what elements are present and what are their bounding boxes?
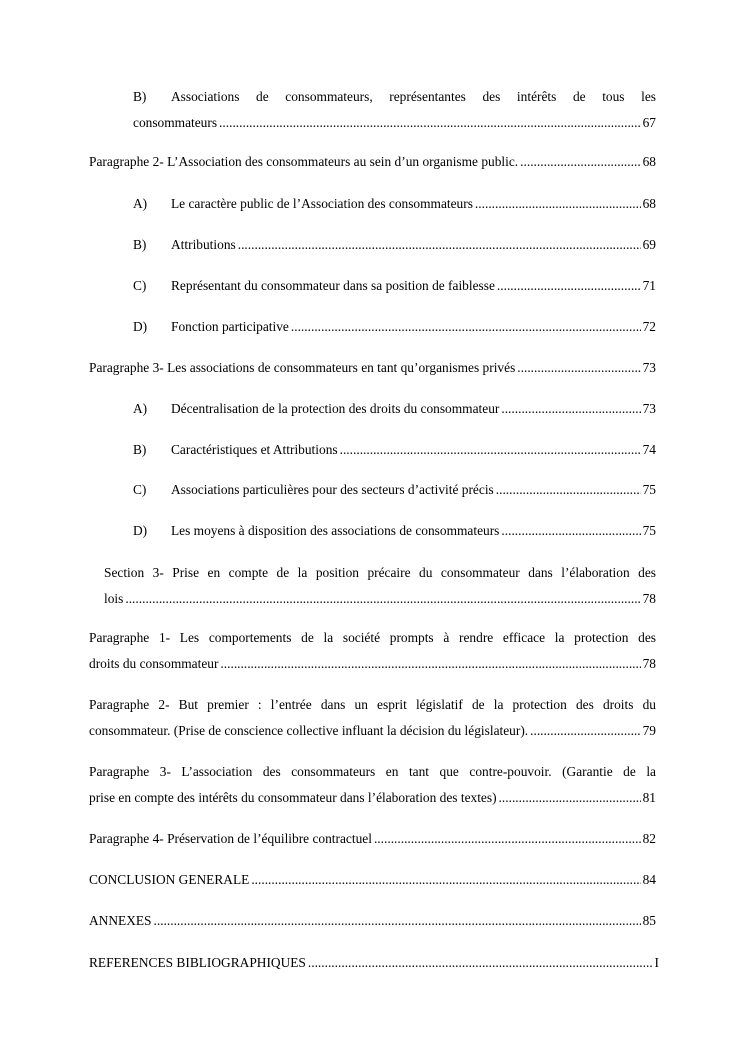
toc-entry-label: C) — [133, 278, 147, 293]
toc-entry-title: Le caractère public de l’Association des consommateurs — [171, 196, 473, 211]
toc-entry[interactable] — [133, 84, 656, 136]
leader-dots — [501, 518, 640, 544]
leader-dots — [496, 477, 641, 503]
toc-entry[interactable] — [133, 437, 656, 463]
toc-entry[interactable] — [133, 273, 656, 299]
toc-entry-title-continued: consommateurs — [133, 115, 218, 130]
toc-entry[interactable] — [104, 560, 656, 612]
toc-entry-title: ANNEXES — [89, 913, 152, 928]
toc-page-number: 78 — [642, 591, 656, 606]
leader-dots — [340, 437, 641, 463]
toc-entry[interactable] — [89, 355, 656, 381]
toc-entry-label: B) — [133, 237, 147, 252]
toc-page-number: 82 — [642, 831, 656, 846]
leader-dots — [308, 950, 653, 976]
toc-entry-label: D) — [133, 319, 148, 334]
leader-dots — [520, 149, 640, 175]
toc-entry-title: Caractéristiques et Attributions — [171, 442, 338, 457]
toc-entry[interactable] — [133, 191, 656, 217]
toc-entry-title: Paragraphe 2- But premier : l’entrée dans un esprit législatif de la protection des droits du — [89, 697, 656, 712]
toc-page-number: 67 — [642, 115, 656, 130]
leader-dots — [220, 651, 640, 677]
toc-entry[interactable] — [89, 625, 656, 677]
toc-page-number: 74 — [642, 442, 656, 457]
toc-entry[interactable] — [89, 149, 656, 175]
leader-dots — [251, 867, 640, 893]
toc-page-number: 73 — [642, 401, 656, 416]
toc-entry-title-continued: prise en compte des intérêts du consommateur dans l’élaboration des textes) — [89, 790, 497, 805]
toc-page-number: 71 — [642, 278, 656, 293]
leader-dots — [475, 191, 641, 217]
toc-entry-title: Attributions — [171, 237, 236, 252]
toc-page-number: 73 — [642, 360, 656, 375]
leader-dots — [499, 785, 641, 811]
toc-entry[interactable] — [89, 692, 656, 744]
leader-dots — [154, 908, 641, 934]
toc-entry-title: Paragraphe 2- L’Association des consommateurs au sein d’un organisme public. — [89, 154, 519, 169]
toc-entry-title: Paragraphe 3- L’association des consommateurs en tant que contre-pouvoir. (Garantie de la — [89, 764, 656, 779]
toc-entry[interactable] — [133, 314, 656, 340]
toc-entry-title: CONCLUSION GENERALE — [89, 872, 250, 887]
toc-page-number: 69 — [642, 237, 656, 252]
toc-entry-title: Paragraphe 1- Les comportements de la société prompts à rendre efficace la protection des — [89, 630, 656, 645]
toc-page-number: I — [654, 955, 659, 970]
toc-entry[interactable] — [89, 759, 656, 811]
toc-entry-label: D) — [133, 523, 148, 538]
toc-entry-title-continued: consommateur. (Prise de conscience collective influant la décision du législateur). — [89, 723, 529, 738]
toc-entry[interactable] — [89, 950, 659, 976]
toc-entry-title-continued: droits du consommateur — [89, 656, 219, 671]
toc-entry-label: C) — [133, 482, 147, 497]
toc-entry-title: Paragraphe 3- Les associations de consommateurs en tant qu’organismes privés — [89, 360, 516, 375]
toc-entry-label: B) — [133, 89, 147, 104]
toc-entry-title: Section 3- Prise en compte de la position précaire du consommateur dans l’élaboration des — [104, 565, 656, 580]
toc-entry-title: Représentant du consommateur dans sa position de faiblesse — [171, 278, 495, 293]
toc-page-number: 75 — [642, 523, 656, 538]
leader-dots — [501, 396, 640, 422]
toc-entry-title: Associations particulières pour des secteurs d’activité précis — [171, 482, 494, 497]
toc-page-number: 78 — [642, 656, 656, 671]
leader-dots — [238, 232, 641, 258]
leader-dots — [125, 586, 640, 612]
leader-dots — [291, 314, 641, 340]
toc-page-number: 72 — [642, 319, 656, 334]
toc-entry-title: Paragraphe 4- Préservation de l’équilibre contractuel — [89, 831, 372, 846]
leader-dots — [497, 273, 641, 299]
toc-entry-label: A) — [133, 196, 148, 211]
toc-entry-title-continued: lois — [104, 591, 124, 606]
leader-dots — [530, 718, 640, 744]
toc-entry-title: Les moyens à disposition des associations de consommateurs — [171, 523, 500, 538]
toc-page-number: 68 — [642, 196, 656, 211]
toc-entry[interactable] — [133, 232, 656, 258]
toc-entry-title: REFERENCES BIBLIOGRAPHIQUES — [89, 955, 306, 970]
toc-entry[interactable] — [89, 826, 656, 852]
toc-page-number: 68 — [642, 154, 656, 169]
toc-page-number: 79 — [642, 723, 656, 738]
toc-entry[interactable] — [133, 477, 656, 503]
leader-dots — [219, 110, 641, 136]
toc-page-number: 84 — [642, 872, 656, 887]
toc-page-number: 85 — [642, 913, 656, 928]
toc-entry-title: Fonction participative — [171, 319, 289, 334]
toc-entry[interactable] — [89, 867, 656, 893]
toc-entry-label: B) — [133, 442, 147, 457]
toc-page-number: 81 — [642, 790, 656, 805]
toc-entry-title: Associations de consommateurs, représentantes des intérêts de tous les — [171, 89, 656, 104]
toc-entry-label: A) — [133, 401, 148, 416]
leader-dots — [517, 355, 640, 381]
toc-page-number: 75 — [642, 482, 656, 497]
leader-dots — [374, 826, 641, 852]
toc-entry-title: Décentralisation de la protection des droits du consommateur — [171, 401, 500, 416]
toc-entry[interactable] — [133, 518, 656, 544]
toc-entry[interactable] — [89, 908, 656, 934]
toc-entry[interactable] — [133, 396, 656, 422]
